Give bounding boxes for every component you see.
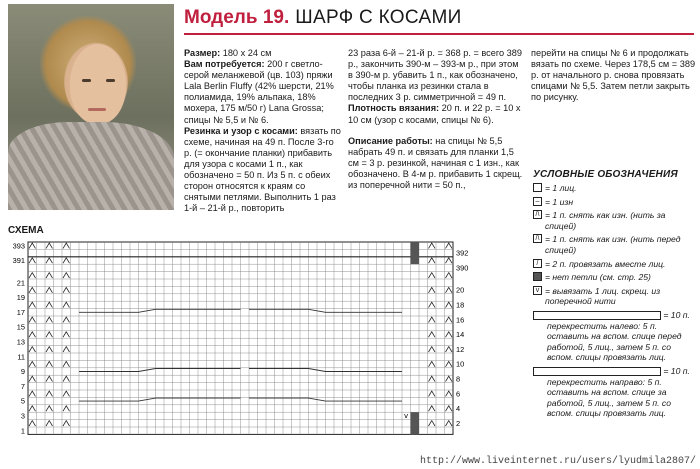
row-label-right: 8 [456, 374, 461, 384]
row-label-left: 1 [20, 426, 25, 436]
cable-left-icon [533, 311, 661, 320]
legend-text: = 1 изн [545, 196, 574, 207]
legend-text: = 1 лиц. [545, 183, 577, 193]
legend-item [533, 183, 696, 194]
instructions-column-3 [531, 48, 696, 103]
row-label-right: 390 [456, 263, 469, 273]
row-label-left: 9 [20, 367, 25, 377]
model-photo [8, 4, 174, 210]
legend-item [533, 197, 696, 208]
rib-value: вязать по схеме, начиная на 49 п. После 3-го р. (= окончание планки) прибавить для узора с косами 1 п., как обозначено = 50 п. Из 5 п. с обеих сторон относятся к краям со снятыми петлями. Выполнить 1 раз 1-й – 21-й р., повторить [184, 125, 341, 214]
model-name: ШАРФ С КОСАМИ [295, 7, 462, 28]
eye-right [106, 79, 115, 82]
increase-icon: v [533, 286, 542, 295]
title-divider [184, 33, 694, 35]
legend-item [533, 210, 696, 231]
row-label-left: 17 [16, 307, 25, 317]
legend-text: перекрестить налево: 5 п. оставить на вспом. спице перед работой, 5 лиц., затем 5 п. со вспом. спицы провязать лиц. [547, 320, 682, 363]
source-watermark: http://www.liveinternet.ru/users/lyudmila2807/ [419, 456, 696, 467]
row-label-right: 392 [456, 248, 469, 258]
legend-text: перекрестить направо: 5 п. оставить на вспом. спице за работой, 5 лиц., затем 5 п. со вспом. спицы провязать лиц. [547, 376, 671, 419]
size-value: 180 х 24 см [220, 48, 272, 58]
legend [533, 183, 696, 422]
row-label-right: 16 [456, 315, 465, 325]
row-label-left: 393 [12, 241, 25, 251]
row-label-left: 13 [16, 337, 25, 347]
no-stitch-icon [533, 272, 542, 281]
row-label-right: 4 [456, 404, 461, 414]
increase-mark: v [404, 412, 409, 421]
k2tog-icon: / [533, 259, 542, 268]
slip-knit-icon: /\ [533, 210, 542, 219]
row-label-right: 18 [456, 300, 465, 310]
instructions-column-1 [184, 48, 342, 214]
mouth [88, 108, 106, 111]
legend-title: УСЛОВНЫЕ ОБОЗНАЧЕНИЯ [533, 169, 678, 180]
row-label-right: 6 [456, 389, 461, 399]
legend-item [533, 366, 696, 419]
legend-suffix: = 10 п. [663, 309, 690, 320]
legend-suffix: = 10 п. [663, 365, 690, 376]
scarf-illustration [8, 122, 174, 210]
legend-text: = 2 п. провязать вместе лиц. [545, 258, 666, 269]
legend-item [533, 272, 696, 283]
row-label-left: 11 [17, 352, 25, 362]
description-continued: перейти на спицы № 6 и продолжать вязать по схеме. Через 178,5 см = 389 р. от начального р. снова провязать спицами № 5,5. Затем петли закрыть по рисунку. [531, 48, 696, 103]
dash-square-icon: – [533, 197, 542, 206]
rib-continued: 23 раза 6-й – 21-й р. = 368 р. = всего 389 р., закончить 390-м – 393-м р., при этом в 390-м р. убавить 1 п., как обозначено, чтобы планка из резинки стала в последних 3 р. симметричной = 49 п. [348, 48, 523, 103]
legend-item [533, 234, 696, 255]
model-face [70, 44, 126, 124]
rib-label: Резинка и узор с косами: [184, 125, 298, 136]
row-label-left: 5 [20, 396, 25, 406]
row-label-right: 12 [456, 344, 465, 354]
description-value: на спицы № 5,5 набрать 49 п. и связать для планки 1,5 см = 3 р. резинкой, начиная с 1 изн., как обозначено. В 4-м р. прибавить 1 скрещ. из поперечной нити = 50 п., [348, 135, 523, 191]
legend-text: = вывязать 1 лиц. скрещ. из поперечной нити [545, 285, 661, 307]
row-label-right: 2 [456, 418, 461, 428]
instructions-column-2 [348, 48, 523, 191]
row-label-left: 7 [20, 381, 25, 391]
chart-title: СХЕМА [8, 225, 44, 236]
model-number: Модель 19. [184, 7, 290, 28]
row-label-left: 3 [20, 411, 25, 421]
blank-square-icon [533, 183, 542, 192]
materials-label: Вам потребуется: [184, 59, 265, 70]
slip-purl-icon: /\ [533, 234, 542, 243]
no-stitch-cell [411, 242, 420, 264]
eye-left [82, 79, 91, 82]
materials-value: 200 г светло-серой меланжевой (цв. 103) пряжи Lala Berlin Fluffy (42% шерсти, 21% полиамида, 19% альпака, 18% мохера, 175 м/50 г) Lana Grossa; спицы № 5,5 и № 6. [184, 59, 334, 125]
size-label: Размер: [184, 48, 221, 58]
legend-item [533, 286, 696, 307]
row-label-left: 21 [16, 278, 25, 288]
row-label-right: 20 [456, 285, 465, 295]
row-label-right: 10 [456, 359, 465, 369]
legend-text: = нет петли (см. стр. 25) [545, 272, 651, 283]
density-label: Плотность вязания: [348, 103, 440, 114]
description-label: Описание работы: [348, 135, 433, 146]
row-label-right: 14 [456, 330, 465, 340]
legend-item [533, 310, 696, 363]
legend-text: = 1 п. снять как изн. (нить за спицей) [545, 210, 666, 231]
row-label-left: 391 [12, 256, 25, 266]
density-value: 20 п. и 22 р. = 10 х 10 см (узор с косами, спицы № 6). [348, 103, 521, 125]
no-stitch-cell [411, 412, 420, 434]
page-title [184, 4, 694, 32]
row-label-left: 19 [16, 293, 25, 303]
legend-item [533, 259, 696, 270]
row-label-left: 15 [16, 322, 25, 332]
cable-right-icon [533, 367, 661, 376]
chart-svg [8, 236, 482, 446]
knitting-chart [8, 236, 482, 446]
legend-text: = 1 п. снять как изн. (нить перед спицей) [545, 234, 681, 255]
